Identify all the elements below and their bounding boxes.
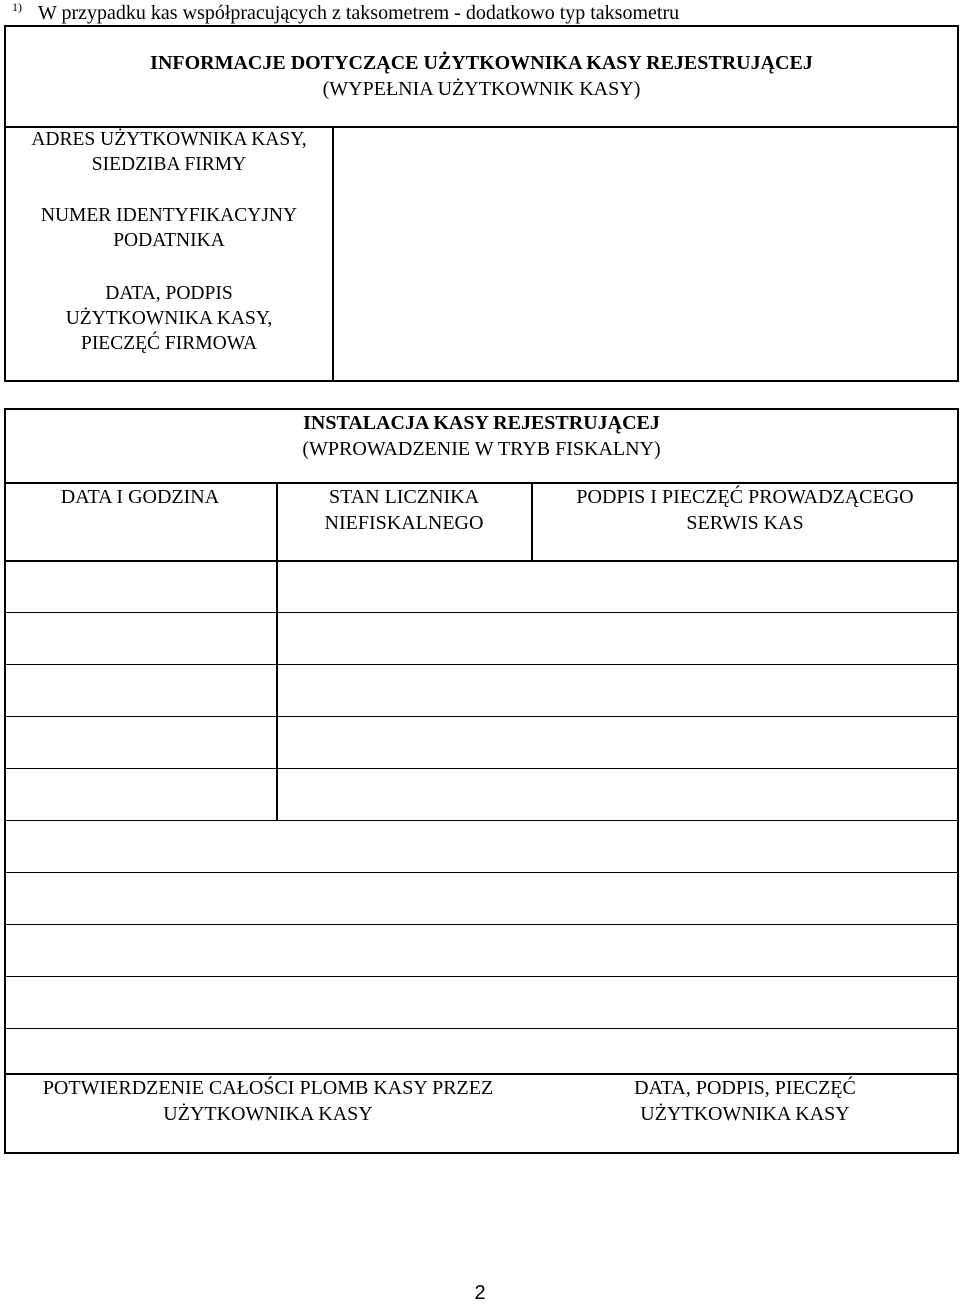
signature-label	[4, 281, 334, 356]
column-header-counter-line2: NIEFISKALNEGO	[324, 512, 484, 534]
user-info-subtitle: (WYPEŁNIA UŻYTKOWNIK KASY)	[322, 78, 641, 100]
column-header-service-line1: PODPIS I PIECZĘĆ PROWADZĄCEGO	[576, 486, 914, 508]
entry-row-line	[6, 612, 957, 613]
nip-label	[4, 203, 334, 253]
column-header-service-signature	[531, 484, 959, 536]
column-header-counter	[276, 484, 532, 536]
address-label-line2: SIEDZIBA FIRMY	[91, 154, 247, 175]
user-info-title: INFORMACJE DOTYCZĄCE UŻYTKOWNIKA KASY REJESTRUJĄCEJ	[150, 52, 813, 74]
entry-row-line	[6, 716, 957, 717]
entry-row-line	[6, 872, 957, 873]
page-number: 2	[474, 1282, 486, 1304]
signature-label-line1: DATA, PODPIS	[105, 283, 233, 304]
entry-row-line	[6, 820, 957, 821]
seal-confirmation-line1: POTWIERDZENIE CAŁOŚCI PLOMB KASY PRZEZ	[42, 1077, 494, 1099]
seal-confirmation-label	[4, 1075, 532, 1127]
footnote-text: W przypadku kas współpracujących z taksometrem - dodatkowo typ taksometru	[38, 2, 680, 24]
column-header-date-time: DATA I GODZINA	[60, 486, 220, 508]
seal-confirmation-line2: UŻYTKOWNIKA KASY	[163, 1103, 373, 1125]
seal-signature-line1: DATA, PODPIS, PIECZĘĆ	[634, 1077, 856, 1099]
address-label-line1: ADRES UŻYTKOWNIKA KASY,	[31, 129, 307, 150]
nip-label-line1: NUMER IDENTYFIKACYJNY	[40, 205, 298, 226]
column-header-counter-line1: STAN LICZNIKA	[328, 486, 480, 508]
entry-row-line	[6, 664, 957, 665]
column-header-service-line2: SERWIS KAS	[686, 512, 804, 534]
entry-row-line	[6, 924, 957, 925]
entry-row-line	[6, 768, 957, 769]
footnote-marker: 1)	[12, 0, 22, 14]
column-header-divider	[6, 560, 957, 562]
seal-signature-label	[531, 1075, 959, 1127]
entry-row-line	[6, 1028, 957, 1029]
installation-title: INSTALACJA KASY REJESTRUJĄCEJ	[303, 412, 660, 434]
signature-label-line2: UŻYTKOWNIKA KASY,	[65, 308, 273, 329]
address-label	[4, 127, 334, 177]
nip-label-line2: PODATNIKA	[113, 230, 225, 251]
entry-row-line	[6, 976, 957, 977]
seal-signature-line2: UŻYTKOWNIKA KASY	[640, 1103, 850, 1125]
signature-label-line3: PIECZĘĆ FIRMOWA	[80, 333, 258, 354]
installation-subtitle: (WPROWADZENIE W TRYB FISKALNY)	[302, 438, 661, 460]
